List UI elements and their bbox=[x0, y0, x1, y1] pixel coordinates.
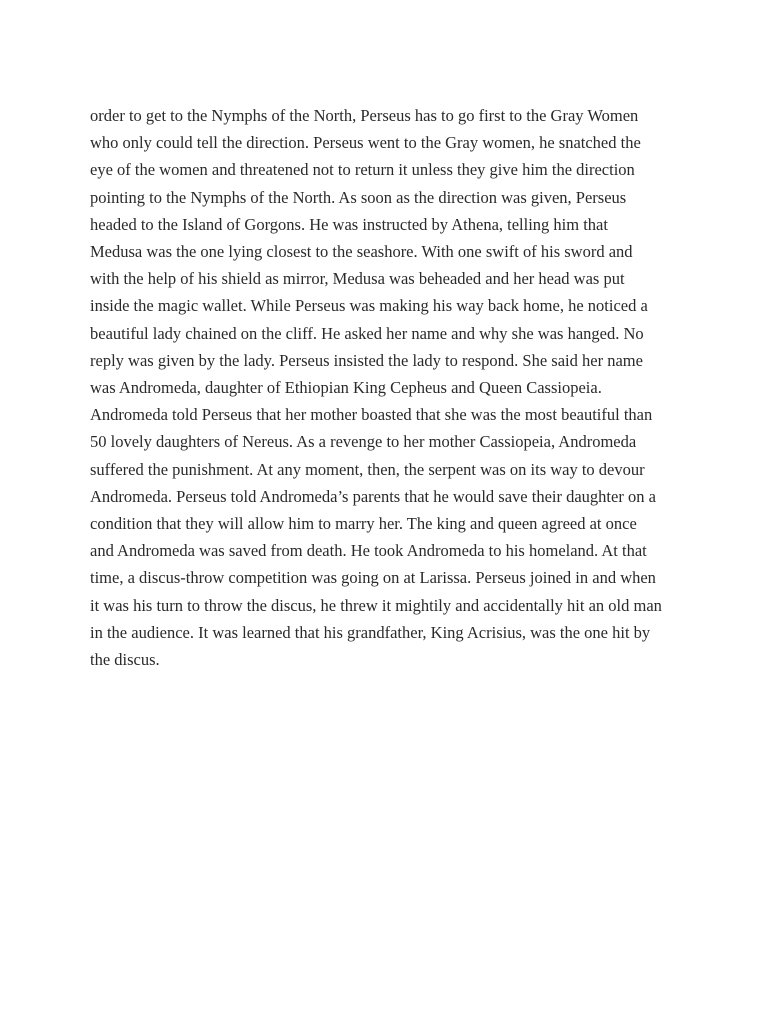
text-line: with the help of his shield as mirror, Medusa was beheaded and her head was put bbox=[90, 269, 625, 289]
text-line: and Andromeda was saved from death. He took Andromeda to his homeland. At that bbox=[90, 541, 647, 561]
text-line: 50 lovely daughters of Nereus. As a revenge to her mother Cassiopeia, Andromeda bbox=[90, 432, 637, 452]
text-line: who only could tell the direction. Perseus went to the Gray women, he snatched the bbox=[90, 133, 641, 153]
text-line: headed to the Island of Gorgons. He was instructed by Athena, telling him that bbox=[90, 214, 608, 234]
text-line: the discus. bbox=[90, 650, 160, 670]
text-line: time, a discus-throw competition was going on at Larissa. Perseus joined in and when bbox=[90, 568, 656, 588]
text-line: beautiful lady chained on the cliff. He asked her name and why she was hanged. No bbox=[90, 323, 644, 343]
body-paragraph bbox=[90, 102, 710, 673]
text-line: Medusa was the one lying closest to the seashore. With one swift of his sword and bbox=[90, 242, 633, 262]
text-line: condition that they will allow him to marry her. The king and queen agreed at once bbox=[90, 514, 637, 534]
text-line: suffered the punishment. At any moment, then, the serpent was on its way to devour bbox=[90, 459, 645, 479]
text-line: reply was given by the lady. Perseus insisted the lady to respond. She said her name bbox=[90, 350, 643, 370]
text-line: in the audience. It was learned that his grandfather, King Acrisius, was the one hit by bbox=[90, 622, 651, 642]
text-line: was Andromeda, daughter of Ethiopian King Cepheus and Queen Cassiopeia. bbox=[90, 378, 602, 398]
text-line: Andromeda told Perseus that her mother boasted that she was the most beautiful than bbox=[90, 405, 653, 425]
text-line: order to get to the Nymphs of the North, Perseus has to go first to the Gray Women bbox=[90, 106, 639, 125]
text-line: inside the magic wallet. While Perseus was making his way back home, he noticed a bbox=[90, 296, 648, 316]
text-line: it was his turn to throw the discus, he threw it mightily and accidentally hit an old man bbox=[90, 595, 662, 615]
text-line: eye of the women and threatened not to return it unless they give him the direction bbox=[90, 160, 635, 180]
text-line: Andromeda. Perseus told Andromeda’s parents that he would save their daughter on a bbox=[90, 486, 656, 506]
text-line: pointing to the Nymphs of the North. As soon as the direction was given, Perseus bbox=[90, 187, 627, 207]
